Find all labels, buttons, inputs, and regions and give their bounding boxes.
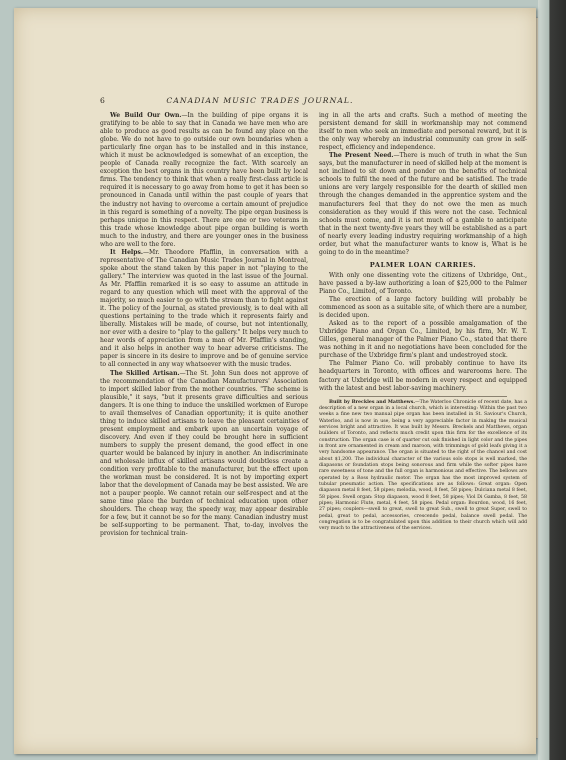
loan-paragraph: The erection of a large factory building will probably be commenced as soon as a suitable site, of which there are a number, is decided upon. [319,296,527,320]
article-body: —There is much of truth in what the Sun says, but the manufacturer in need of skilled help at the moment is not inclined to sit down and ponder on the benefits of technical schools to fulfil the need of the future and be satisfied. The trade unions are very largely responsible for the dearth of skilled men through the changes demanded in the apprentice system and the manufacturers feel that they do not owe the men as much consideration as they would if this were not the case. Technical schools must come, and it is not much of a gamble to anticipate that in the next twenty-five years they will be established as a part of nearly every leading industry requiring workmanship of a high order, but what the manufacturer wants to know is, What is he going to do in the meantime? [319,152,527,256]
article-skilled-artisan [100,370,308,539]
loan-paragraph: Asked as to the report of a possible amalgamation of the Uxbridge Piano and Organ Co., Limited, by his firm, Mr. W. T. Gilles, general manager of the Palmer Piano Co., stated that there was nothing in it and no negotiations have been concluded for the purchase of the Uxbridge firm's plant and undestroyed stock. [319,320,527,360]
article-organ-note [319,400,527,533]
journal-page [14,8,536,754]
loan-paragraph: With only one dissenting vote the citizens of Uxbridge, Ont., have passed a by-law authorizing a loan of $25,000 to the Palmer Piano Co., Limited, of Toronto. [319,271,527,295]
page-number: 6 [100,96,105,105]
article-lead: The Present Need. [329,152,394,160]
scan-right-edge [538,0,566,760]
article-lead: We Build Our Own. [110,112,182,119]
article-lead: Built by Breckles and Matthews. [329,399,415,405]
article-body: ing in all the arts and crafts. Such a method of meeting the persistent demand for skill in workmanship may not commend itself to men who seek an immediate and personal reward, but it is the only way whereby an industrial community can grow in self-respect, efficiency and independence. [319,112,527,152]
article-body: —Mr. Theodore Pfafflin, in conversation with a representative of The Canadian Music Trades Journal in Montreal, spoke about the stand taken by this paper in not "playing to the gallery." The interview was quoted in the last issue of the Journal. As Mr. Pfafflin remarked it is so easy to assume an attitude in regard to any question which will meet with the approval of the majority, so much easier to go with the stream than to fight against it. The policy of the Journal, as stated previously, is to deal with all questions pertaining to the trade which it represents fairly and liberally. Mistakes will be made, of course, but not intentionally, nor ever with a desire to "play to the gallery." It helps very much to hear words of appreciation from a man of Mr. Pfafflin's standing, and it also helps in another way to hear adverse criticisms. The paper is sincere in its desire to improve and be of genuine service to all connected in any way whatsoever with the music trades. [100,248,308,369]
article-we-build-our-own [100,112,308,249]
article-continuation [319,112,527,152]
article-lead: It Helps. [110,248,143,256]
section-heading: PALMER LOAN CARRIES. [369,260,477,269]
article-body: —The Waterloo Chronicle of recent date, has a description of a new organ in a local church, which is interesting: Within the past two weeks a fine new two manual pipe organ has been installed in St. Saviour's Church, Waterloo, and is now in use, being a very appreciable factor in making the musical services bright and attractive. It was built by Messrs. Breckels and Matthews, organ builders of Toronto, and reflects much credit upon this firm for the excellence of its construction. The organ case is of quarter cut oak finished in light color and the pipes in front are ornamented in cream and maroon, with trimmings of gold leafs giving it a very handsome appearance. The organ is situated to the right of the chancel and cost about $1,200. The individual character of the various solo stops is well marked, the diapasons or foundation stops being sonorous and firm while the softer pipes have rare sweetness of tone and the full organ is harmonious and effective. The bellows are operated by a Ross hydraulic motor. The organ has the most improved system of tubular pneumatic action. The specifications are as follows: Great organ: Open diapason metal 8 feet, 58 pipes; melodia, wood, 8 feet, 58 pipes; Dulciana metal 8 feet, 58 pipes. Swell organ: Stop diapason, wood 8 feet, 58 pipes; Viol Di Gamba, 8 feet, 58 pipes; Harmonic Flute, metal, 4 feet, 58 pipes. Pedal organ: Bourdon, wood, 16 feet, 27 pipes; couplers—swell to great, swell to great Sub., swell to great Super, swell to pedal, great to pedal, accessories, crescendo pedal, balance swell pedal. The congregation is to be congratulated upon this addition to their church which will add very much to the attractiveness of the services. [319,399,527,532]
section-divider [339,396,507,397]
article-body: —In the building of pipe organs it is gratifying to be able to say that in Canada we have men who are able to produce as good results as can be found any place on the globe. We do not have to go outside our own boundaries when a particularly fine organ has to be installed and in this instance, which it must be acknowledged is somewhat of an exception, the people of Canada really recognize the fact. With scarcely an exception the best organs in this country have been built by local firms. The tendency to think that when a really first-class article is required it is necessary to go away from home to get it has been so pronounced in Canada until within the past couple of years that the industry not having to overcome a certain amount of prejudice in this regard is something of a novelty. The pipe organ business is perhaps unique in this respect. There are one or two veterans in this trade whose knowledge about pipe organ building is worth much to the industry, and there are younger ones in the business who are well to the fore. [100,112,308,248]
left-column [100,112,308,538]
article-it-helps [100,249,308,370]
article-lead: The Skilled Artisan. [110,369,180,377]
loan-paragraph: The Palmer Piano Co. will probably continue to have its headquarters in Toronto, with offices and warerooms here. The factory at Uxbridge will be modern in every respect and equipped with the latest and best labor-saving machinery. [319,360,527,392]
right-column [319,112,527,533]
running-head: CANADIAN MUSIC TRADES JOURNAL. [166,96,354,105]
article-present-need [319,152,527,257]
article-body: —The St. John Sun does not approve of the recommendation of the Canadian Manufacturers' Association to import skilled labor from the mother countries. "The scheme is plausible," it says, "but it presents grave difficulties and serious dangers. It is one thing to induce the unskilled workmen of Europe to avail themselves of Canadian opportunity; it is quite another thing to induce skilled artisans to leave the pleasant certainties of present employment and embark upon an uncertain voyage of discovery. And even if they could be brought here in sufficient numbers to supply the present demand, the good effect in one quarter would be balanced by injury in another. An indiscriminate and wholesale influx of skilled artisans would doubtless create a condition very profitable to the manufacturer, but the effect upon the workman must be considered. It is not by importing expert labor that the development of Canada may be best assisted. We are not a pauper people. We cannot retain our self-respect and at the same time place the burden of technical education upon other shoulders. The cheap way, the speedy way, may appear desirable for a few, but it cannot be so for the many. Canadian industry must be self-supporting to be permanent. That, to-day, involves the provision for technical train- [100,369,308,538]
